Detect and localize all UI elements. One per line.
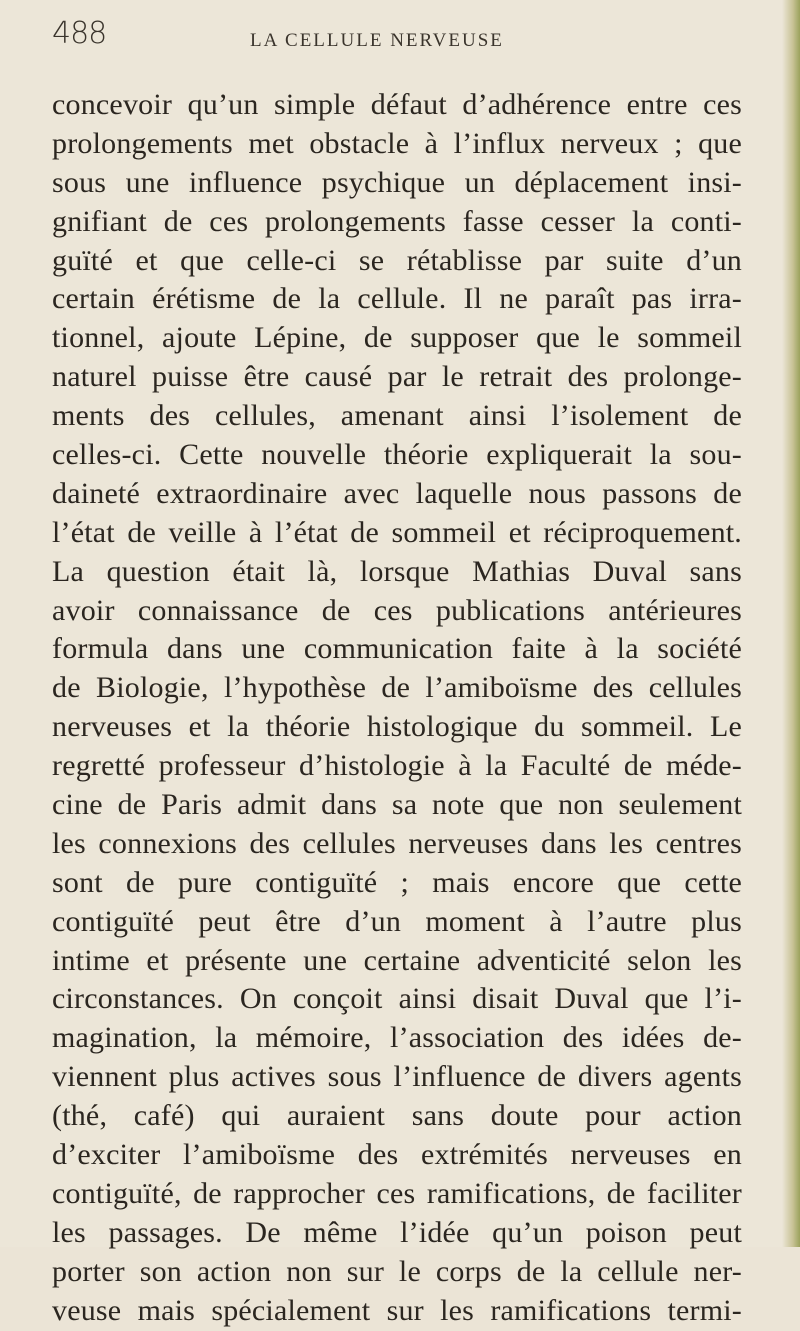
text-line: concevoir qu’un simple défaut d’adhérence entre ces [52, 88, 742, 121]
text-line: viennent plus actives sous l’influence de divers agents [52, 1060, 742, 1094]
text-line: cine de Paris admit dans sa note que non seulement [52, 788, 742, 822]
text-line: magination, la mémoire, l’association des idées de- [52, 1021, 742, 1055]
text-line: d’exciter l’amiboïsme des extrémités nerveuses en [52, 1138, 742, 1172]
text-line: daineté extraordinaire avec laquelle nous passons de [52, 476, 742, 510]
page-edge-shadow [782, 0, 800, 1247]
text-line: prolongements met obstacle à l’influx nerveux ; que [52, 126, 742, 160]
text-line: l’état de veille à l’état de sommeil et réciproquement. [52, 515, 742, 549]
page-number: 488 [52, 16, 107, 51]
text-line: formula dans une communication faite à la société [52, 632, 742, 666]
text-line: porter son action non sur le corps de la cellule ner- [52, 1254, 742, 1288]
text-line: de Biologie, l’hypothèse de l’amiboïsme des cellules [52, 671, 742, 705]
text-line: (thé, café) qui auraient sans doute pour action [52, 1099, 742, 1133]
text-line: nerveuses et la théorie histologique du sommeil. Le [52, 710, 742, 744]
text-line: veuse mais spécialement sur les ramifications termi- [52, 1293, 742, 1327]
text-line: tionnel, ajoute Lépine, de supposer que le sommeil [52, 321, 742, 355]
text-line: contiguïté, de rapprocher ces ramifications, de faciliter [52, 1176, 742, 1210]
page-header [52, 8, 742, 64]
text-line: contiguïté peut être d’un moment à l’autre plus [52, 904, 742, 938]
text-line: certain érétisme de la cellule. Il ne paraît pas irra- [52, 282, 742, 316]
text-line: les passages. De même l’idée qu’un poison peut [52, 1215, 742, 1249]
text-line: sous une influence psychique un déplacement insi- [52, 165, 742, 199]
text-line: celles-ci. Cette nouvelle théorie expliquerait la sou- [52, 438, 742, 472]
text-line: gnifiant de ces prolongements fasse cesser la conti- [52, 204, 742, 238]
text-line: naturel puisse être causé par le retrait des prolonge- [52, 360, 742, 394]
text-line: sont de pure contiguïté ; mais encore que cette [52, 865, 742, 899]
running-head: LA CELLULE NERVEUSE [250, 30, 504, 51]
text-line: guïté et que celle-ci se rétablisse par suite d’un [52, 243, 742, 277]
text-line: regretté professeur d’histologie à la Faculté de méde- [52, 749, 742, 783]
body-text [52, 86, 742, 1331]
text-line: avoir connaissance de ces publications antérieures [52, 593, 742, 627]
text-line: circonstances. On conçoit ainsi disait Duval que l’i- [52, 982, 742, 1016]
text-line: intime et présente une certaine adventicité selon les [52, 943, 742, 977]
text-line: La question était là, lorsque Mathias Duval sans [52, 554, 742, 588]
text-line: les connexions des cellules nerveuses dans les centres [52, 826, 742, 860]
text-line: ments des cellules, amenant ainsi l’isolement de [52, 399, 742, 433]
